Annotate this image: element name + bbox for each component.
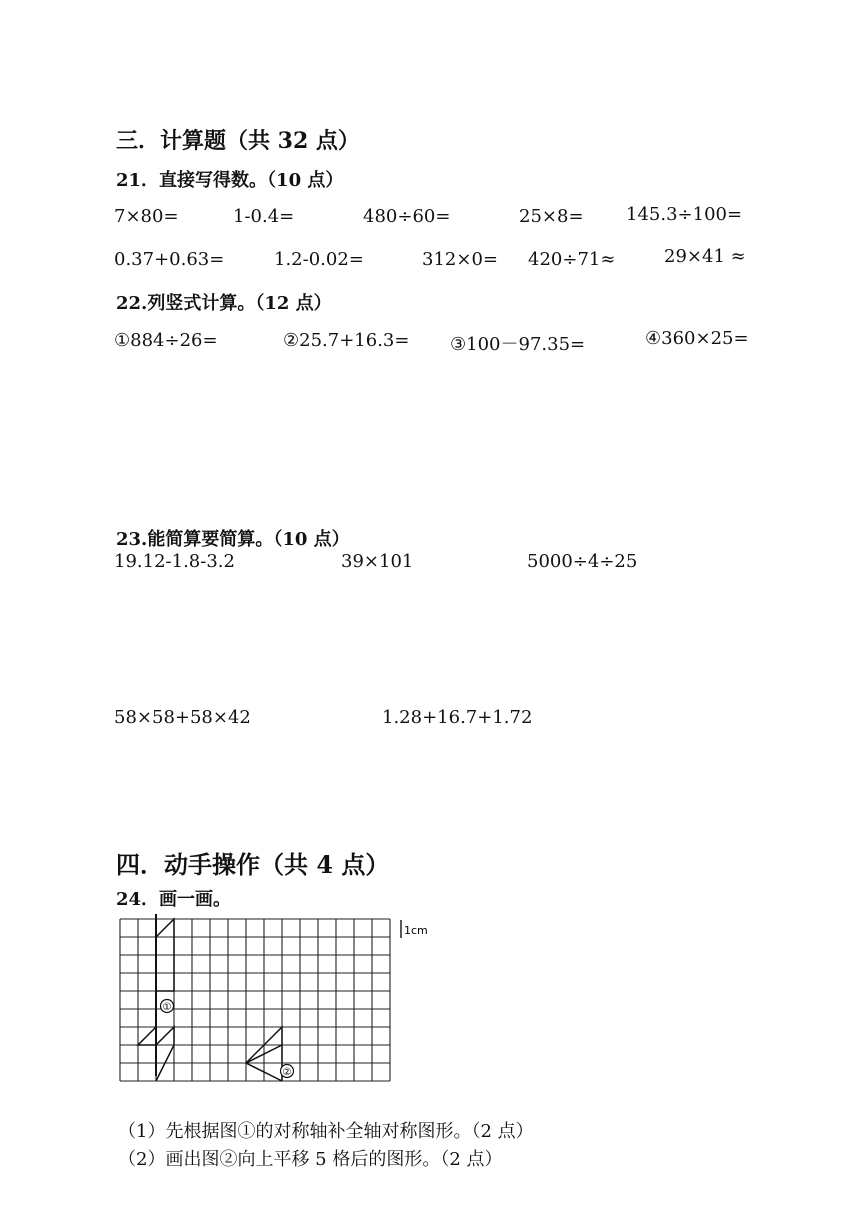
q23-exercise: 58×58+58×42	[114, 707, 251, 728]
figure-1-label: ①	[162, 1002, 172, 1013]
question-21-label: 21．直接写得数。（10 点）	[116, 170, 344, 191]
q23-exercise: 19.12-1.8-3.2	[114, 551, 235, 572]
q21-exercise: 7×80=	[114, 206, 179, 227]
section-3-title: 三．计算题（共 32 点）	[116, 128, 360, 154]
task-2-text: （2）画出图②向上平移 5 格后的图形。（2 点）	[118, 1149, 503, 1170]
q21-exercise: 480÷60=	[363, 206, 451, 227]
q22-exercise: ②25.7+16.3=	[283, 330, 410, 351]
q21-exercise: 0.37+0.63=	[114, 249, 225, 270]
q22-exercise: ④360×25=	[645, 328, 749, 349]
drawing-grid	[118, 914, 430, 1104]
question-23-label: 23.能简算要简算。（10 点）	[116, 529, 350, 550]
question-24-label: 24．画一画。	[116, 889, 232, 910]
figure-2-label: ②	[282, 1067, 292, 1078]
q21-exercise: 312×0=	[422, 249, 498, 270]
task-1-text: （1）先根据图①的对称轴补全轴对称图形。（2 点）	[118, 1121, 534, 1142]
q21-exercise: 1-0.4=	[233, 206, 295, 227]
question-22-label: 22.列竖式计算。（12 点）	[116, 293, 332, 314]
q21-exercise: 29×41 ≈	[664, 246, 746, 267]
q22-exercise: ③100－97.35=	[450, 334, 586, 355]
q21-exercise: 1.2-0.02=	[274, 249, 364, 270]
q21-exercise: 420÷71≈	[528, 249, 616, 270]
q23-exercise: 5000÷4÷25	[527, 551, 638, 572]
q21-exercise: 25×8=	[519, 206, 584, 227]
section-4-title: 四．动手操作（共 4 点）	[116, 850, 390, 879]
q21-exercise: 145.3÷100=	[626, 204, 743, 225]
scale-label: 1cm	[404, 924, 428, 937]
q22-exercise: ①884÷26=	[114, 330, 218, 351]
q23-exercise: 39×101	[341, 551, 414, 572]
q23-exercise: 1.28+16.7+1.72	[382, 707, 533, 728]
